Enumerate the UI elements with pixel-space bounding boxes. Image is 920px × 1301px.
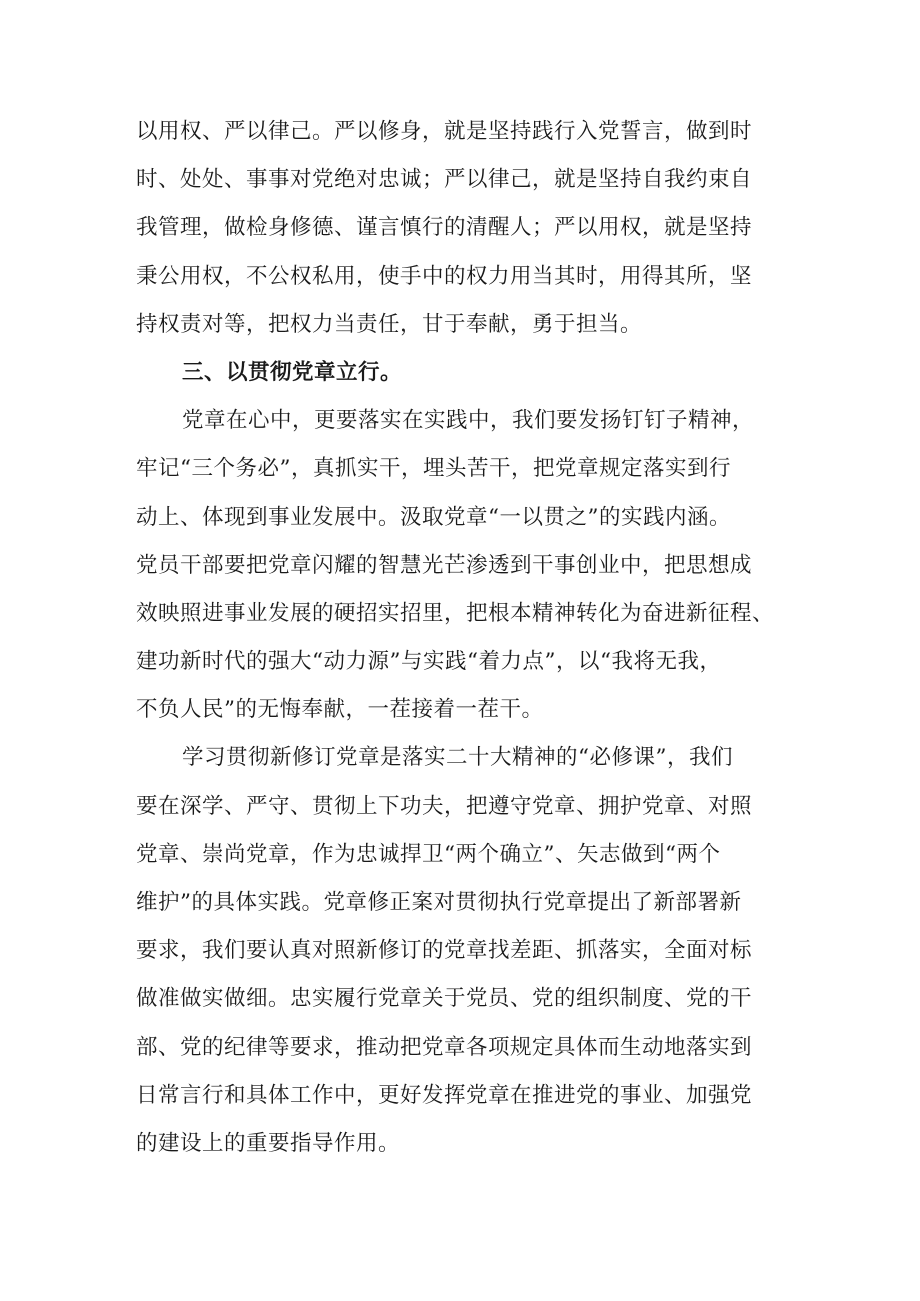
text-line: 秉公用权，不公权私用，使手中的权力用当其时，用得其所，坚: [136, 263, 753, 289]
text-line: 我管理，做检身修德、谨言慎行的清醒人；严以用权，就是坚持: [136, 215, 753, 241]
text-line: 时、处处、事事对党绝对忠诚；严以律己，就是坚持自我约束自: [136, 167, 753, 193]
text-line: 党章在心中，更要落实在实践中，我们要发扬钉钉子精神，: [182, 408, 755, 434]
paragraph-study: [136, 734, 796, 1168]
text-line: 部、党的纪律等要求，推动把党章各项规定具体而生动地落实到: [136, 1034, 753, 1060]
text-line: 以用权、严以律己。严以修身，就是坚持践行入党誓言，做到时: [136, 119, 753, 144]
text-line: 做准做实做细。忠实履行党章关于党员、党的组织制度、党的干: [136, 986, 753, 1012]
text-line: 要在深学、严守、贯彻上下功夫，把遵守党章、拥护党章、对照: [136, 793, 753, 819]
section-heading: [136, 349, 796, 397]
text-line: 党章、崇尚党章，作为忠诚捍卫“两个确立”、矢志做到“两个: [136, 841, 721, 867]
text-line: 学习贯彻新修订党章是落实二十大精神的“必修课”，我们: [182, 745, 733, 771]
text-line: 维护”的具体实践。党章修正案对贯彻执行党章提出了新部署新: [136, 890, 742, 915]
text-line: 动上、体现到事业发展中。汲取党章“一以贯之”的实践内涵。: [136, 504, 731, 530]
text-line: 牢记“三个务必”，真抓实干，埋头苦干，把党章规定落实到行: [136, 456, 731, 482]
text-line: 要求，我们要认真对照新修订的党章找差距、抓落实，全面对标: [136, 938, 753, 964]
text-line: 日常言行和具体工作中，更好发挥党章在推进党的事业、加强党: [136, 1082, 753, 1108]
document-body: [136, 108, 796, 1168]
text-line: 效映照进事业发展的硬招实招里，把根本精神转化为奋进新征程、: [136, 600, 775, 626]
text-line: 持权责对等，把权力当责任，甘于奉献，勇于担当。: [136, 311, 643, 337]
paragraph-practice: [136, 397, 796, 734]
heading-text: 三、以贯彻党章立行。: [182, 359, 403, 385]
text-line: 的建设上的重要指导作用。: [136, 1130, 401, 1156]
text-line: 建功新时代的强大“动力源”与实践“着力点”，以“我将无我，: [136, 649, 722, 675]
paragraph-continuation: [136, 108, 796, 349]
text-line: 党员干部要把党章闪耀的智慧光芒渗透到干事创业中，把思想成: [136, 552, 753, 578]
text-line: 不负人民”的无悔奉献，一茬接着一茬干。: [136, 697, 544, 723]
